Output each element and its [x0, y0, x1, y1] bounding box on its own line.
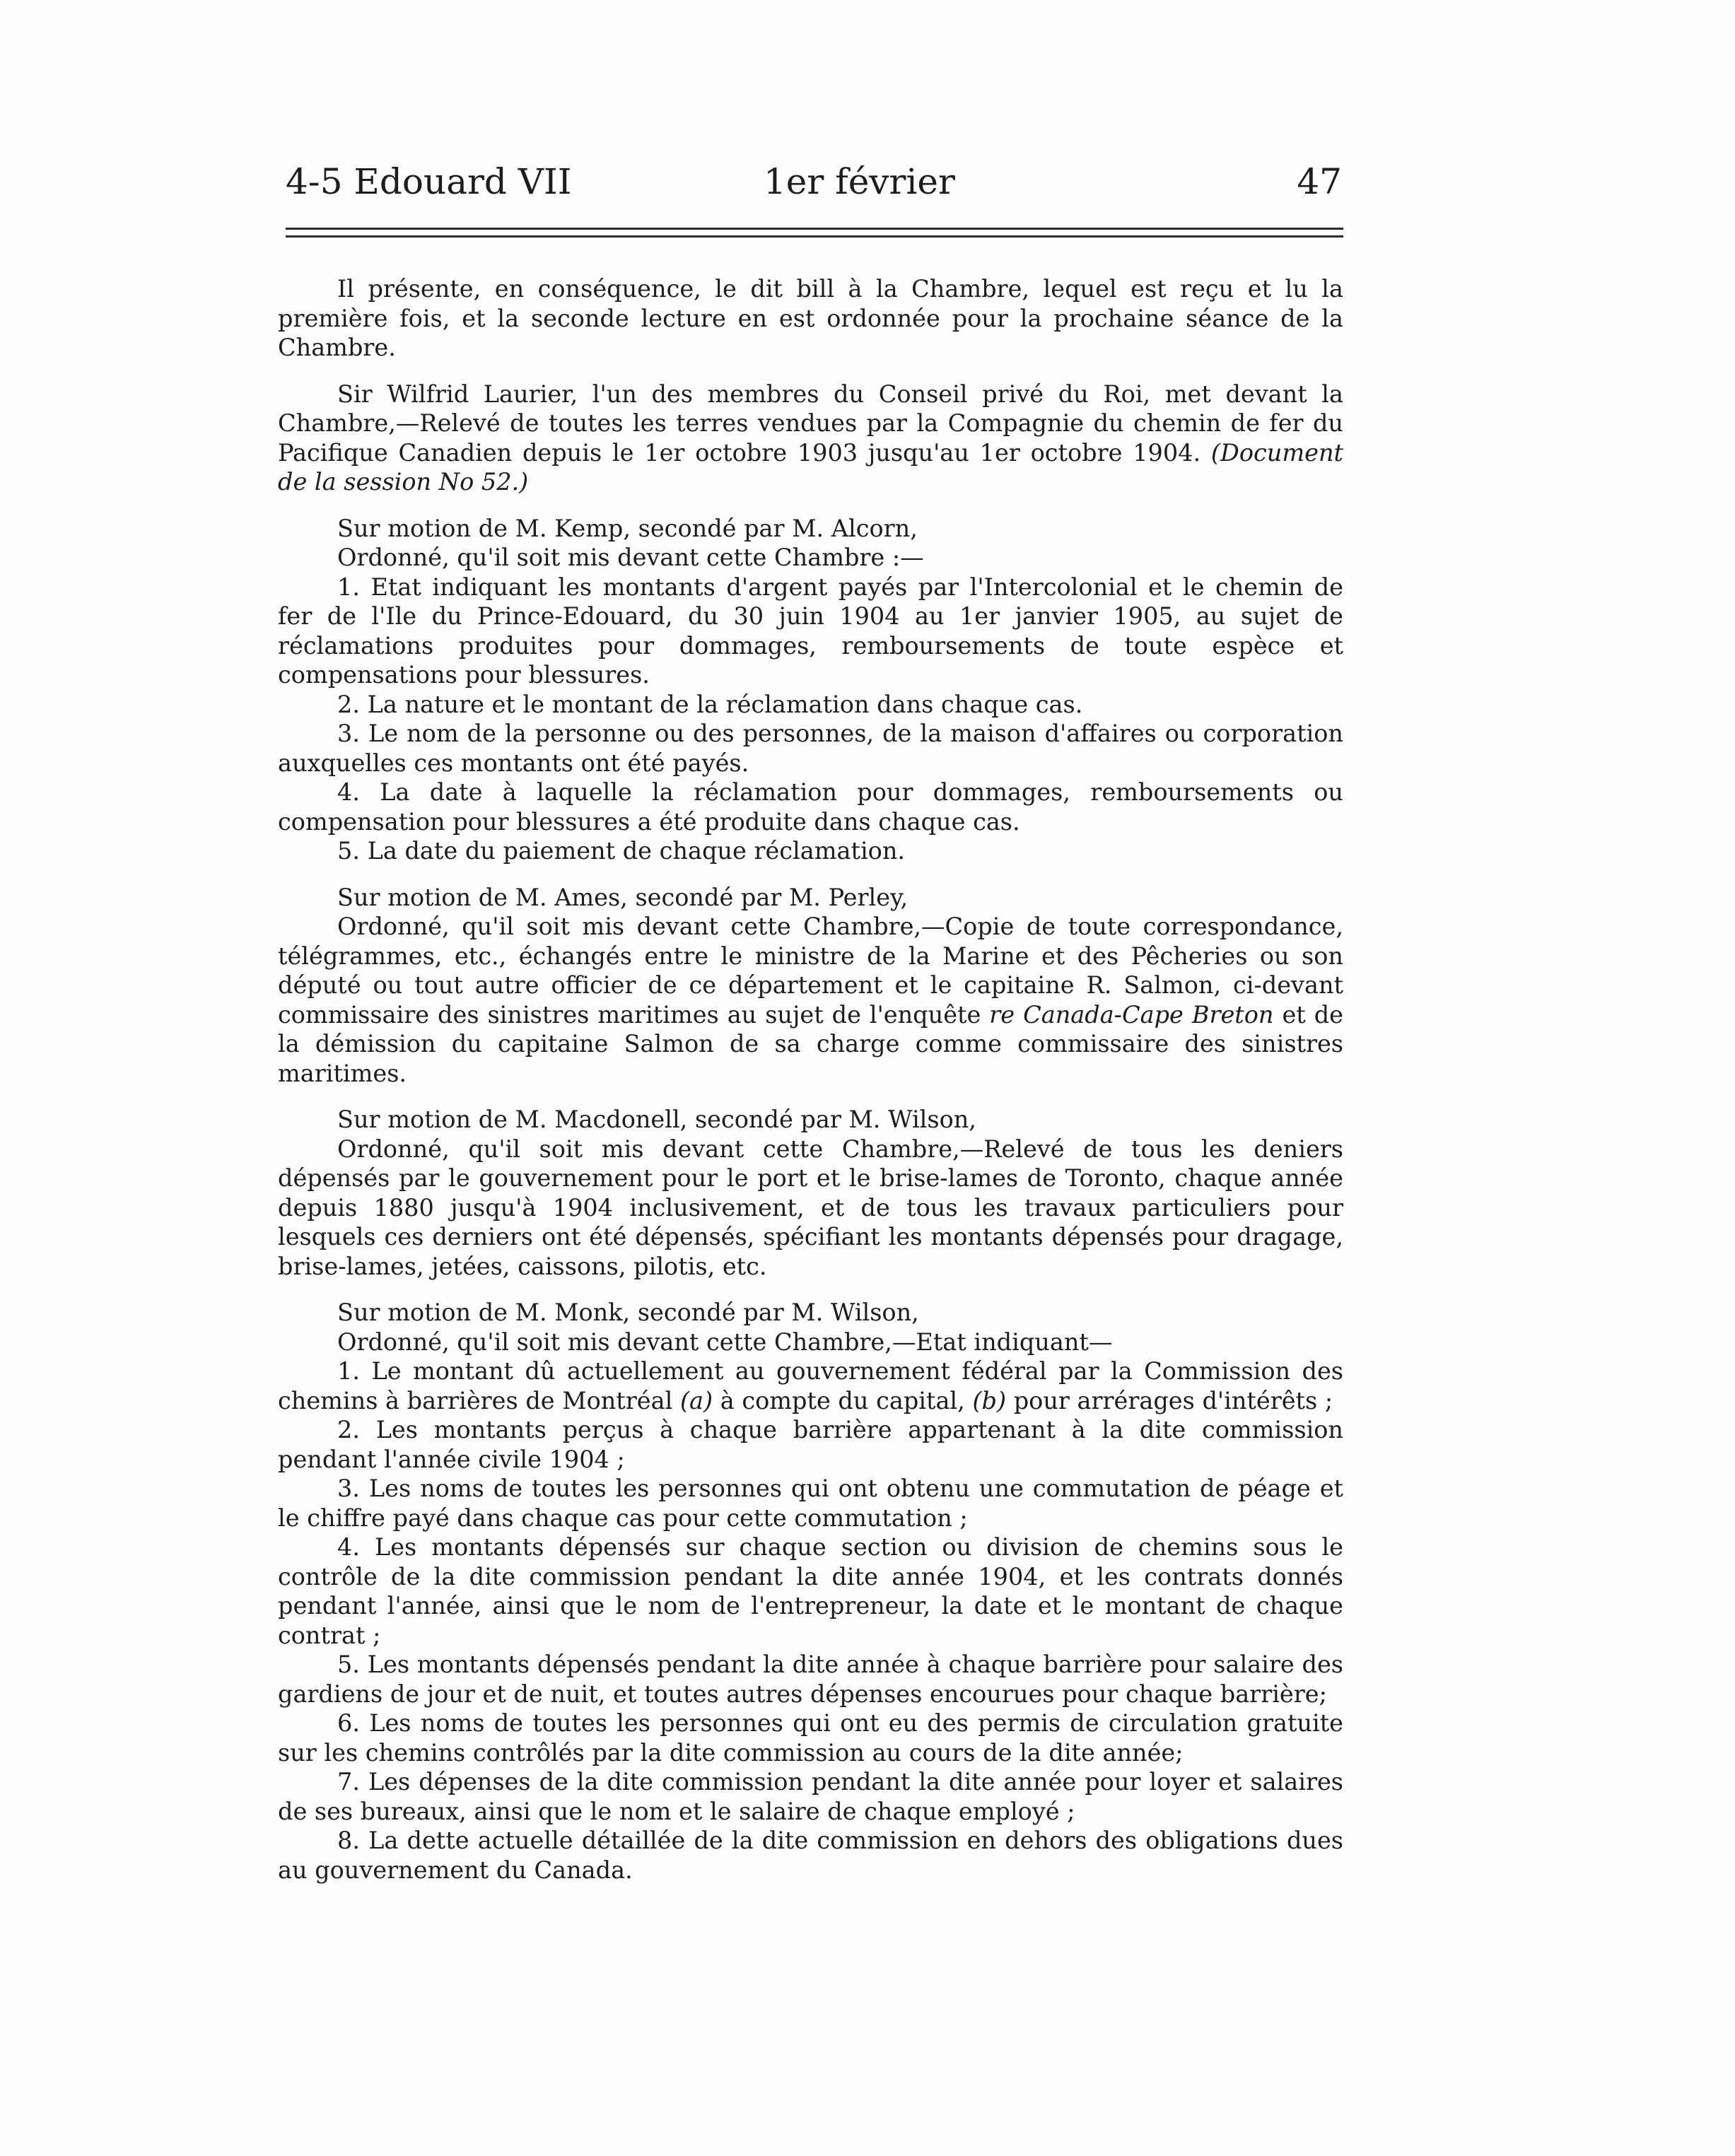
- motion-item: 4. Les montants dépensés sur chaque section ou division de chemins sous le contrôle de la dite commission pendant la dite année 1904, et les contrats donnés pendant l'année, ainsi que le nom de l'entrepreneur, la date et le montant de chaque contrat ;: [278, 1533, 1343, 1649]
- running-head-regnal-year: 4-5 Edouard VII: [286, 161, 572, 202]
- document-reference: (Document de la session No 52.): [278, 438, 1343, 496]
- motion-order: Ordonné, qu'il soit mis devant cette Chambre :—: [337, 544, 924, 571]
- item-marker-a: (a): [679, 1386, 713, 1414]
- motion-order: Ordonné, qu'il soit mis devant cette Chambre,—Relevé de tous les deniers dépensés par le gouvernement pour le port et le brise-lames de Toronto, chaque année depuis 1880 jusqu'à 1904 inclusivement, et de tous les travaux particuliers pour lesquels ces derniers ont été dépensés, spécifiant les montants dépensés pour dragage, brise-lames, jetées, caissons, pilotis, etc.: [278, 1135, 1343, 1280]
- motion-order-text: Ordonné, qu'il soit mis devant cette Chambre,—Copie de toute correspondance, télégrammes, etc., échangés entre le ministre de la Marine et des Pêcheries ou son député ou tout autre officier de ce département et le capitaine R. Salmon, ci-devant commissaire des sinistres maritimes au sujet de l'enquête: [278, 913, 1343, 1029]
- motion-header: Sur motion de M. Kemp, secondé par M. Alcorn,: [337, 514, 918, 542]
- motion-item: 2. La nature et le montant de la réclamation dans chaque cas.: [337, 690, 1083, 718]
- motion-item: 7. Les dépenses de la dite commission pendant la dite année pour loyer et salaires de ses bureaux, ainsi que le nom et le salaire de chaque employé ;: [278, 1768, 1343, 1825]
- motion-item: 3. Les noms de toutes les personnes qui ont obtenu une commutation de péage et le chiffre payé dans chaque cas pour cette commutation ;: [278, 1475, 1343, 1532]
- motion-order: [278, 912, 1343, 1088]
- header-rule-bottom: [286, 235, 1343, 238]
- motion-item: 3. Le nom de la personne ou des personnes, de la maison d'affaires ou corporation auxquelles ces montants ont été payés.: [278, 720, 1343, 777]
- motion-order: Ordonné, qu'il soit mis devant cette Chambre,—Etat indiquant—: [337, 1328, 1113, 1356]
- header-rule-top: [286, 228, 1343, 230]
- page-number: 47: [1297, 161, 1342, 202]
- item-marker-b: (b): [972, 1386, 1007, 1414]
- motion-header: Sur motion de M. Macdonell, secondé par M. Wilson,: [337, 1106, 976, 1133]
- motion-ames: [278, 883, 1343, 1089]
- motion-item: 8. La dette actuelle détaillée de la dite commission en dehors des obligations dues au gouvernement du Canada.: [278, 1827, 1343, 1884]
- motion-item: 5. Les montants dépensés pendant la dite année à chaque barrière pour salaire des gardiens de jour et de nuit, et toutes autres dépenses encourues pour chaque barrière;: [278, 1651, 1343, 1708]
- motion-item: 1. Etat indiquant les montants d'argent payés par l'Intercolonial et le chemin de fer de l'Ile du Prince-Edouard, du 30 juin 1904 au 1er janvier 1905, au sujet de réclamations produites pour dommages, remboursements de toute espèce et compensations pour blessures.: [278, 573, 1343, 689]
- motion-monk: [278, 1298, 1343, 1885]
- motion-item: [278, 1357, 1343, 1415]
- body-text: [278, 274, 1343, 1885]
- motion-item: 4. La date à laquelle la réclamation pour dommages, remboursements ou compensation pour blessures a été produite dans chaque cas.: [278, 778, 1343, 836]
- motion-item-text: 1. Le montant dû actuellement au gouvernement fédéral par la Commission des chemins à barrières de Montréal: [278, 1357, 1343, 1414]
- motion-item: 2. Les montants perçus à chaque barrière appartenant à la dite commission pendant l'année civile 1904 ;: [278, 1416, 1343, 1473]
- motion-order-tail: et de la démission du capitaine Salmon de sa charge comme commissaire des sinistres maritimes.: [278, 1000, 1343, 1087]
- motion-item-text: à compte du capital,: [720, 1386, 965, 1414]
- enquiry-title: re Canada-Cape Breton: [989, 1000, 1274, 1029]
- motion-item: 6. Les noms de toutes les personnes qui ont eu des permis de circulation gratuite sur les chemins contrôlés par la dite commission au cours de la dite année;: [278, 1709, 1343, 1767]
- motion-macdonell: [278, 1105, 1343, 1281]
- paragraph-laurier-text: Sir Wilfrid Laurier, l'un des membres du Conseil privé du Roi, met devant la Chambre,—Relevé de toutes les terres vendues par la Compagnie du chemin de fer du Pacifique Canadien depuis le 1er octobre 1903 jusqu'au 1er octobre 1904.: [278, 380, 1343, 467]
- motion-item-text: pour arrérages d'intérêts ;: [1013, 1386, 1333, 1414]
- paragraph-laurier-return: [278, 380, 1343, 497]
- motion-header: Sur motion de M. Monk, secondé par M. Wilson,: [337, 1299, 919, 1326]
- running-head-date: 1er février: [764, 161, 955, 202]
- motion-item: 5. La date du paiement de chaque réclamation.: [337, 837, 906, 865]
- motion-header: Sur motion de M. Ames, secondé par M. Perley,: [337, 883, 909, 911]
- motion-kemp: [278, 514, 1343, 866]
- paragraph-bill-reading: Il présente, en conséquence, le dit bill à la Chambre, lequel est reçu et lu la première fois, et la seconde lecture en est ordonnée pour la prochaine séance de la Chambre.: [278, 275, 1343, 361]
